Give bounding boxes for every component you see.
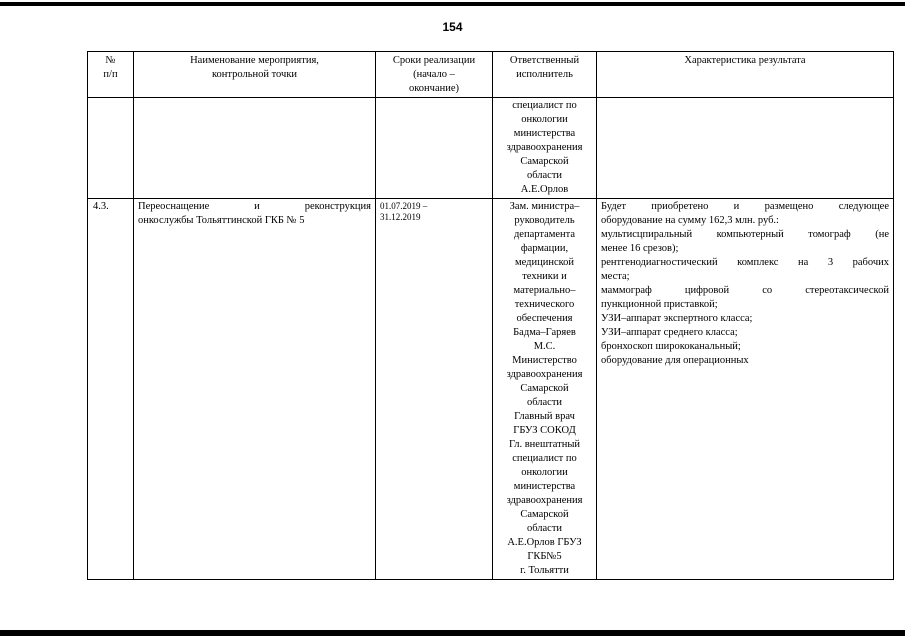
bottom-border-bar [0,630,905,636]
table-row-4-3 [88,199,894,580]
header-num: № п/п [88,52,134,98]
row0-num [88,98,134,199]
row1-num: 4.3. [88,199,134,580]
row1-result: Будет приобретено и размещено следующее оборудование на сумму 162,3 млн. руб.: мультисцпиральный компьютерный томограф (не менее 16 срезов); рентгенодиагностический комплекс на 3 рабочих места; маммограф цифровой со стереотаксической пункционной приставкой; УЗИ–аппарат экспертного класса; УЗИ–аппарат среднего класса; бронхоскоп ширококанальный; оборудование для операционных [597,199,894,580]
page-number: 154 [442,20,463,34]
table-row-continuation [88,98,894,199]
header-responsible: Ответственный исполнитель [493,52,597,98]
row1-responsible: Зам. министра– руководитель департамента фармации, медицинской техники и материально– технического обеспечения Бадма–Гаряев М.С. Министерство здравоохранения Самарской области Главный врач ГБУЗ СОКОД Гл. внештатный специалист по онкологии министерства здравоохранения Самарской области А.Е.Орлов ГБУЗ ГКБ№5 г. Тольятти [493,199,597,580]
top-border-bar [0,2,905,6]
row0-dates [376,98,493,199]
row0-name [134,98,376,199]
row1-dates: 01.07.2019 – 31.12.2019 [376,199,493,580]
row0-responsible: специалист по онкологии министерства здравоохранения Самарской области А.Е.Орлов [493,98,597,199]
row1-name: Переоснащение и реконструкция онкослужбы Тольяттинской ГКБ № 5 [134,199,376,580]
row0-result [597,98,894,199]
header-result: Характеристика результата [597,52,894,98]
table-header-row [88,52,894,98]
events-table [87,51,894,580]
header-dates: Сроки реализации (начало – окончание) [376,52,493,98]
header-name: Наименование мероприятия, контрольной точки [134,52,376,98]
